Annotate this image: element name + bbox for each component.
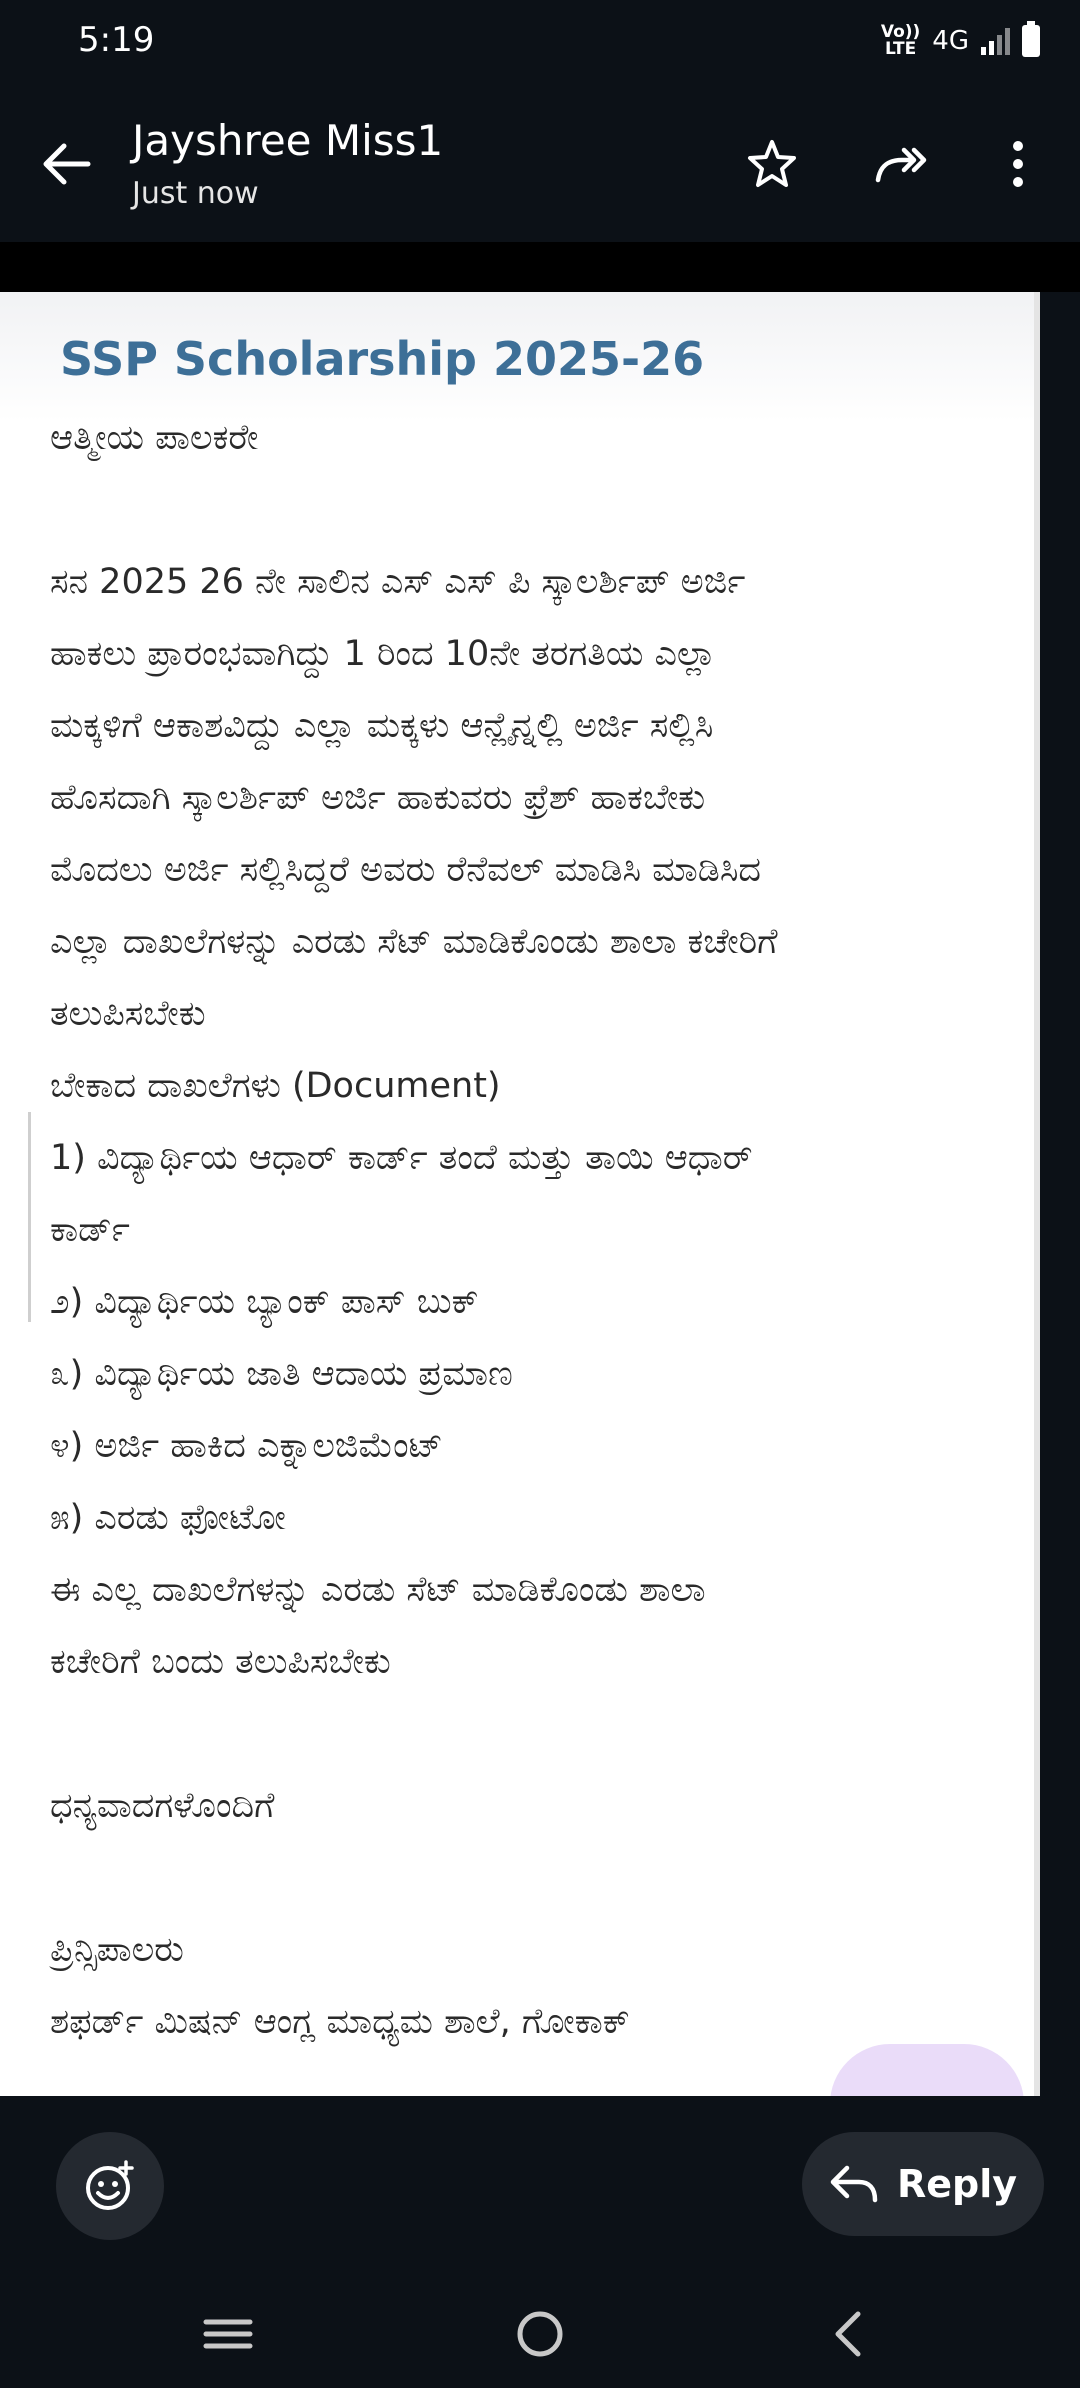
message-line: ೪) ಅರ್ಜಿ ಹಾಕಿದ ಎಕ್ನಾಲಜಿಮೆಂಟ್ xyxy=(50,1426,443,1466)
message-line: ಹಾಕಲು ಪ್ರಾರಂಭವಾಗಿದ್ದು 1 ರಿಂದ 10ನೇ ತರಗತಿಯ ಎಲ್ಲಾ xyxy=(50,634,717,674)
message-line: ಶಫರ್ಡ್ ಮಿಷನ್ ಆಂಗ್ಲ ಮಾಧ್ಯಮ ಶಾಲೆ, ಗೋಕಾಕ್ xyxy=(50,2002,630,2042)
forward-all-icon[interactable] xyxy=(872,136,928,192)
network-type: 4G xyxy=(932,26,969,56)
message-body xyxy=(0,292,1040,2096)
message-line: ಎಲ್ಲಾ ದಾಖಲೆಗಳನ್ನು ಎರಡು ಸೆಟ್ ಮಾಡಿಕೊಂಡು ಶಾಲಾ ಕಚೇರಿಗೆ xyxy=(50,922,778,962)
message-line: ಸನ 2025 26 ನೇ ಸಾಲಿನ ಎಸ್ ಎಸ್ ಪಿ ಸ್ಕಾಲರ್ಶಿಪ್ ಅರ್ಜಿ xyxy=(50,562,746,602)
message-line: ೨) ವಿದ್ಯಾರ್ಥಿಯ ಬ್ಯಾಂಕ್ ಪಾಸ್ ಬುಕ್ xyxy=(50,1282,479,1322)
star-icon[interactable] xyxy=(744,136,800,192)
message-line: 1) ವಿದ್ಯಾರ್ಥಿಯ ಆಧಾರ್ ಕಾರ್ಡ್ ತಂದೆ ಮತ್ತು ತಾಯಿ ಆಧಾರ್ xyxy=(50,1138,753,1178)
message-line xyxy=(50,1842,1010,1914)
message-line: ೩) ವಿದ್ಯಾರ್ಥಿಯ ಜಾತಿ ಆದಾಯ ಪ್ರಮಾಣ xyxy=(50,1354,513,1394)
message-line xyxy=(50,474,1010,546)
more-vert-icon[interactable] xyxy=(990,136,1046,192)
message-line: ಆತ್ಮೀಯ ಪಾಲಕರೇ xyxy=(50,418,259,458)
scroll-edge xyxy=(1034,292,1040,2096)
message-time: Just now xyxy=(132,176,259,211)
back-arrow-icon[interactable] xyxy=(38,136,94,192)
message-line: ಧನ್ಯವಾದಗಳೊಂದಿಗೆ xyxy=(50,1786,275,1826)
status-time: 5:19 xyxy=(78,20,155,60)
status-bar xyxy=(0,0,1080,86)
reply-icon xyxy=(829,2162,879,2206)
message-line: ಕಾರ್ಡ್ xyxy=(50,1210,130,1250)
status-icons xyxy=(881,24,1040,58)
message-line: ಈ ಎಲ್ಲ ದಾಖಲೆಗಳನ್ನು ಎರಡು ಸೆಟ್ ಮಾಡಿಕೊಂಡು ಶಾಲಾ xyxy=(50,1570,706,1610)
message-line: ಕಚೇರಿಗೆ ಬಂದು ತಲುಪಿಸಬೇಕು xyxy=(50,1642,391,1682)
message-line xyxy=(50,1698,1010,1770)
message-line: ಬೇಕಾದ ದಾಖಲೆಗಳು (Document) xyxy=(50,1066,501,1106)
reply-button[interactable] xyxy=(802,2132,1044,2236)
quote-bar xyxy=(28,1112,31,1322)
message-line: ೫) ಎರಡು ಫೋಟೋ xyxy=(50,1498,286,1538)
action-bar xyxy=(0,2096,1080,2276)
message-line: ಮಕ್ಕಳಿಗೆ ಆಕಾಶವಿದ್ದು ಎಲ್ಲಾ ಮಕ್ಕಳು ಆನ್ಲೈನ್ನಲ್ಲಿ ಅರ್ಜಿ ಸಲ್ಲಿಸಿ xyxy=(50,706,714,746)
reply-label: Reply xyxy=(896,2162,1018,2206)
volte-indicator: Vo)) LTE xyxy=(880,22,921,59)
message-line: ಪ್ರಿನ್ಸಿಪಾಲರು xyxy=(50,1930,184,1970)
add-reaction-button[interactable] xyxy=(56,2132,164,2240)
signal-icon xyxy=(981,27,1010,55)
message-text xyxy=(50,402,1010,2058)
sender-name: Jayshree Miss1 xyxy=(132,116,444,165)
message-line: ಹೊಸದಾಗಿ ಸ್ಕಾಲರ್ಶಿಪ್ ಅರ್ಜಿ ಹಾಕುವರು ಫ್ರೆಶ್ ಹಾಕಬೇಕು xyxy=(50,778,706,818)
battery-icon xyxy=(1022,25,1040,57)
message-header xyxy=(0,86,1080,242)
add-reaction-icon xyxy=(82,2158,138,2214)
content-divider xyxy=(0,242,1080,292)
home-icon[interactable] xyxy=(510,2304,570,2364)
message-line: ಮೊದಲು ಅರ್ಜಿ ಸಲ್ಲಿಸಿದ್ದರೆ ಅವರು ರೆನೆವಲ್ ಮಾಡಿಸಿ ಮಾಡಿಸಿದ xyxy=(50,850,762,890)
message-line: ತಲುಪಿಸಬೇಕು xyxy=(50,994,206,1034)
message-title: SSP Scholarship 2025-26 xyxy=(60,332,705,386)
back-icon[interactable] xyxy=(820,2304,880,2364)
system-nav-bar xyxy=(0,2276,1080,2388)
recents-icon[interactable] xyxy=(198,2304,258,2364)
